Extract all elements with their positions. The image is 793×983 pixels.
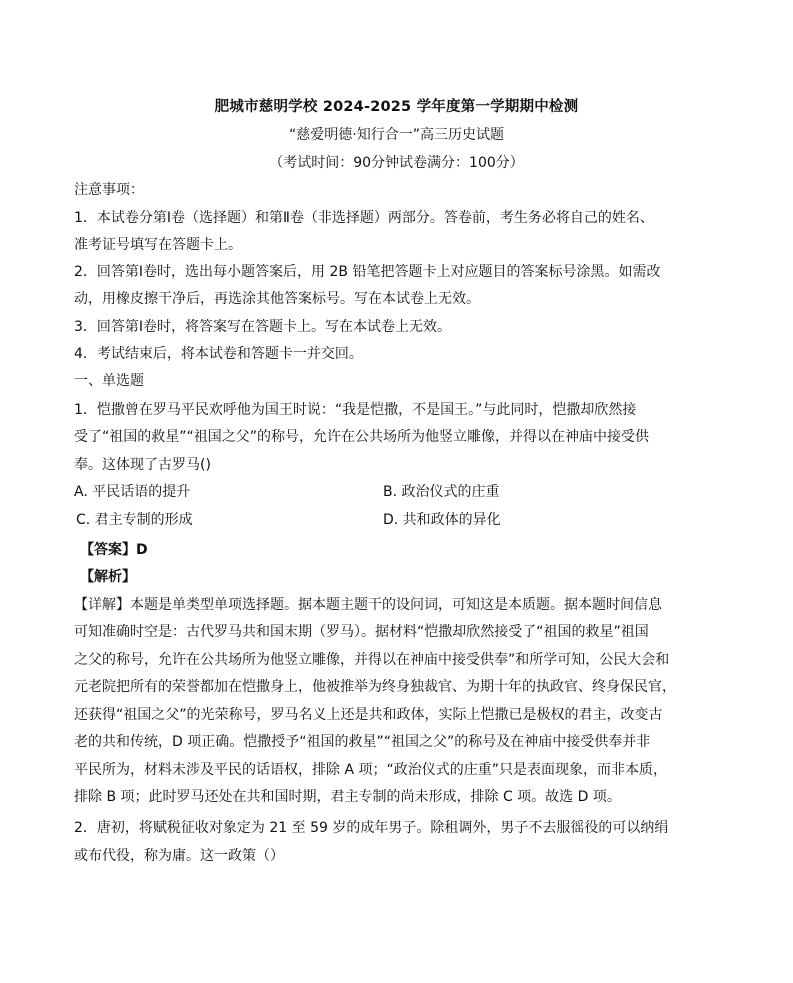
notice-line: 动，用橡皮擦干净后，再选涂其他答案标号。写在本试卷上无效。 (74, 291, 480, 307)
notice-line: 2．回答第Ⅰ卷时，选出每小题答案后，用 2B 铅笔把答题卡上对应题目的答案标号涂黑。如需改 (74, 264, 661, 280)
exam-info: （考试时间：90分钟试卷满分：100分） (269, 155, 524, 171)
exam-subtitle: “慈爱明德·知行合一”高三历史试题 (289, 127, 504, 143)
notice-line: 准考证号填写在答题卡上。 (74, 237, 242, 253)
analysis-line: 老的共和传统，D 项正确。恺撒授予“祖国的救星”“祖国之父”的称号及在神庙中接受供奉并非 (74, 734, 651, 750)
analysis-line: 之父的称号，允许在公共场所为他竖立雕像，并得以在神庙中接受供奉”和所学可知，公民大会和 (74, 652, 670, 668)
option-d: D. 共和政体的异化 (383, 512, 501, 528)
analysis-line: 可知准确时空是：古代罗马共和国末期（罗马）。据材料“恺撒却欣然接受了“祖国的救星”祖国 (74, 624, 649, 640)
notice-line: 4．考试结束后，将本试卷和答题卡一并交回。 (74, 346, 363, 362)
question-1-stem: 受了“祖国的救星”“祖国之父”的称号，允许在公共场所为他竖立雕像，并得以在神庙中接受供 (74, 429, 650, 445)
question-2-stem: 2．唐初，将赋税征收对象定为 21 至 59 岁的成年男子。除租调外，男子不去服徭役的可以纳绢 (74, 820, 669, 836)
option-c: C. 君主专制的形成 (76, 512, 193, 528)
answer-label: 【答案】D (80, 542, 148, 558)
question-1-stem: 1．恺撒曾在罗马平民欢呼他为国王时说：“我是恺撒，不是国王。”与此同时，恺撒却欣然接 (74, 402, 637, 418)
option-a: A. 平民话语的提升 (74, 484, 191, 500)
analysis-line: 排除 B 项；此时罗马还处在共和国时期，君主专制的尚未形成，排除 C 项。故选 D 项。 (74, 789, 621, 805)
analysis-line: 元老院把所有的荣誉都加在恺撒身上，他被推举为终身独裁官、为期十年的执政官、终身保民官， (74, 679, 676, 695)
notice-line: 1．本试卷分第Ⅰ卷（选择题）和第Ⅱ卷（非选择题）两部分。答卷前，考生务必将自己的姓名、 (74, 210, 654, 226)
analysis-line: 平民所为，材料未涉及平民的话语权，排除 A 项；“政治仪式的庄重”只是表面现象，而非本质， (74, 762, 667, 778)
analysis-line: 【详解】本题是单类型单项选择题。据本题主题干的设问词，可知这是本质题。据本题时间信息 (74, 597, 662, 613)
exam-title: 肥城市慈明学校 2024-2025 学年度第一学期期中检测 (214, 99, 579, 115)
option-b: B. 政治仪式的庄重 (383, 484, 500, 500)
analysis-label: 【解析】 (80, 569, 136, 585)
analysis-line: 还获得“祖国之父”的光荣称号，罗马名义上还是共和政体，实际上恺撒已是极权的君主，改变古 (74, 707, 663, 723)
question-1-stem: 奉。这体现了古罗马() (74, 457, 211, 473)
section-heading: 一、单选题 (74, 373, 144, 389)
notice-line: 3．回答第Ⅰ卷时，将答案写在答题卡上。写在本试卷上无效。 (74, 319, 452, 335)
notice-heading: 注意事项： (74, 182, 144, 198)
question-2-stem: 或布代役，称为庸。这一政策（） (74, 848, 284, 864)
